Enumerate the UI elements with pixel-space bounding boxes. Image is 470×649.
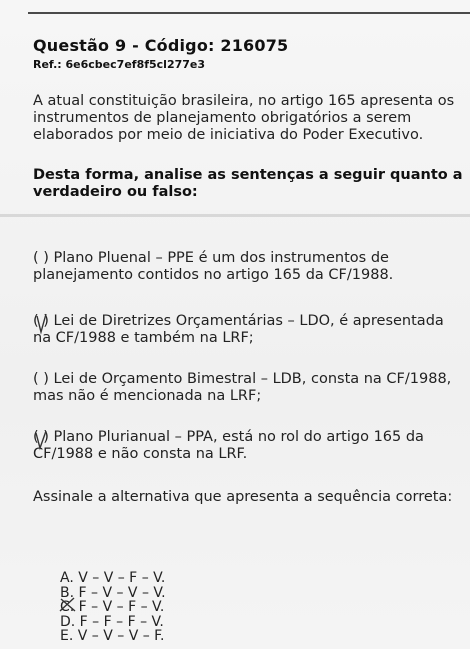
- top-divider: [28, 12, 470, 14]
- question-ref: Ref.: 6e6cbec7ef8f5cl277e3: [33, 58, 206, 71]
- question-statement: A atual constituição brasileira, no artigo 165 apresenta os instrumentos de planejamento obrigatórios a serem elaborados por meio de iniciativa do Poder Executivo.: [33, 93, 455, 143]
- sentence-3: ( ) Lei de Orçamento Bimestral – LDB, consta na CF/1988, mas não é mencionada na LRF;: [33, 371, 452, 404]
- option-e[interactable]: E. V – V – V – F.: [60, 628, 165, 644]
- sentence-4: ( ) Plano Plurianual – PPA, está no rol do artigo 165 da CF/1988 e não consta na LRF.: [33, 429, 424, 462]
- option-c[interactable]: C. F – V – F – V.: [60, 599, 165, 615]
- sentence-1: ( ) Plano Pluenal – PPE é um dos instrumentos de planejamento contidos no artigo 165 da CF/1988.: [33, 250, 394, 283]
- scan-band: [0, 214, 470, 217]
- sentence-2: ( ) Lei de Diretrizes Orçamentárias – LDO, é apresentada na CF/1988 e também na LRF;: [33, 313, 444, 346]
- option-a[interactable]: A. V – V – F – V.: [60, 570, 166, 586]
- answer-prompt: Assinale a alternativa que apresenta a sequência correta:: [33, 489, 453, 505]
- option-d[interactable]: D. F – F – F – V.: [60, 613, 164, 630]
- question-title: Questão 9 - Código: 216075: [33, 36, 289, 55]
- answer-options: [60, 571, 166, 644]
- instruction-text: Desta forma, analise as sentenças a seguir quanto a verdadeiro ou falso:: [33, 167, 463, 200]
- option-b[interactable]: B. F – V – V – V.: [60, 584, 166, 601]
